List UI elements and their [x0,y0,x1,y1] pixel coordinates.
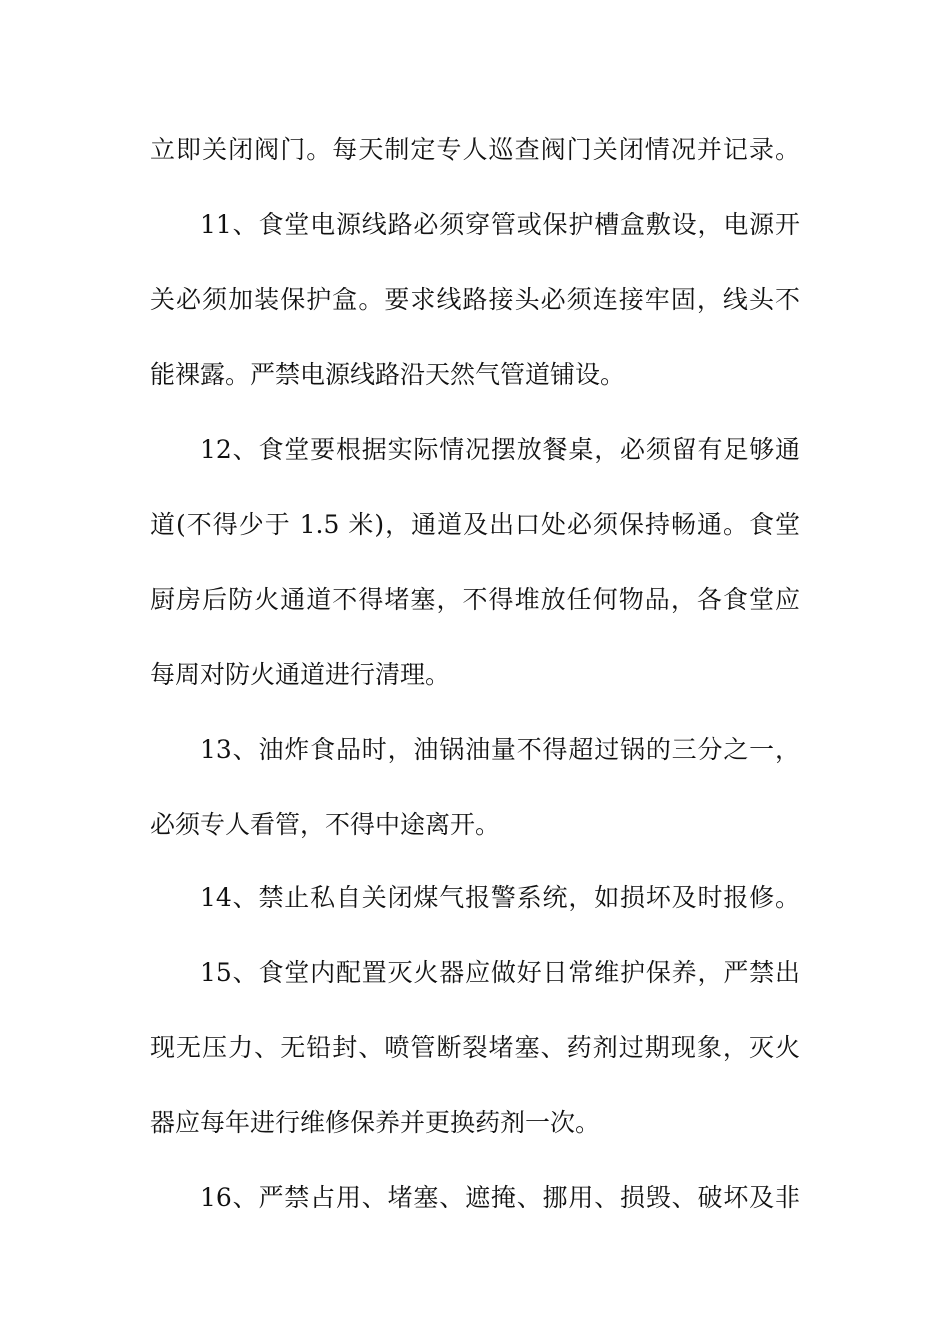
text-line: 道(不得少于 1.5 米)，通道及出口处必须保持畅通。食堂 [150,510,800,539]
text-line: 关必须加装保护盒。要求线路接头必须连接牢固，线头不 [150,285,800,314]
text-line: 16、严禁占用、堵塞、遮掩、挪用、损毁、破坏及非 [200,1183,800,1212]
text-line: 立即关闭阀门。每天制定专人巡查阀门关闭情况并记录。 [150,135,800,164]
text-line: 11、食堂电源线路必须穿管或保护槽盒敷设，电源开 [200,210,800,239]
text-line: 能裸露。严禁电源线路沿天然气管道铺设。 [150,360,626,389]
text-line: 器应每年进行维修保养并更换药剂一次。 [150,1108,601,1137]
text-line: 每周对防火通道进行清理。 [150,660,451,689]
text-line: 现无压力、无铅封、喷管断裂堵塞、药剂过期现象，灭火 [150,1033,800,1062]
text-line: 12、食堂要根据实际情况摆放餐桌，必须留有足够通 [200,435,800,464]
text-line: 15、食堂内配置灭火器应做好日常维护保养，严禁出 [200,958,800,987]
text-line: 厨房后防火通道不得堵塞，不得堆放任何物品，各食堂应 [150,585,800,614]
text-line: 13、油炸食品时，油锅油量不得超过锅的三分之一， [200,735,800,764]
text-line: 必须专人看管，不得中途离开。 [150,810,501,839]
text-line: 14、禁止私自关闭煤气报警系统，如损坏及时报修。 [200,883,800,912]
